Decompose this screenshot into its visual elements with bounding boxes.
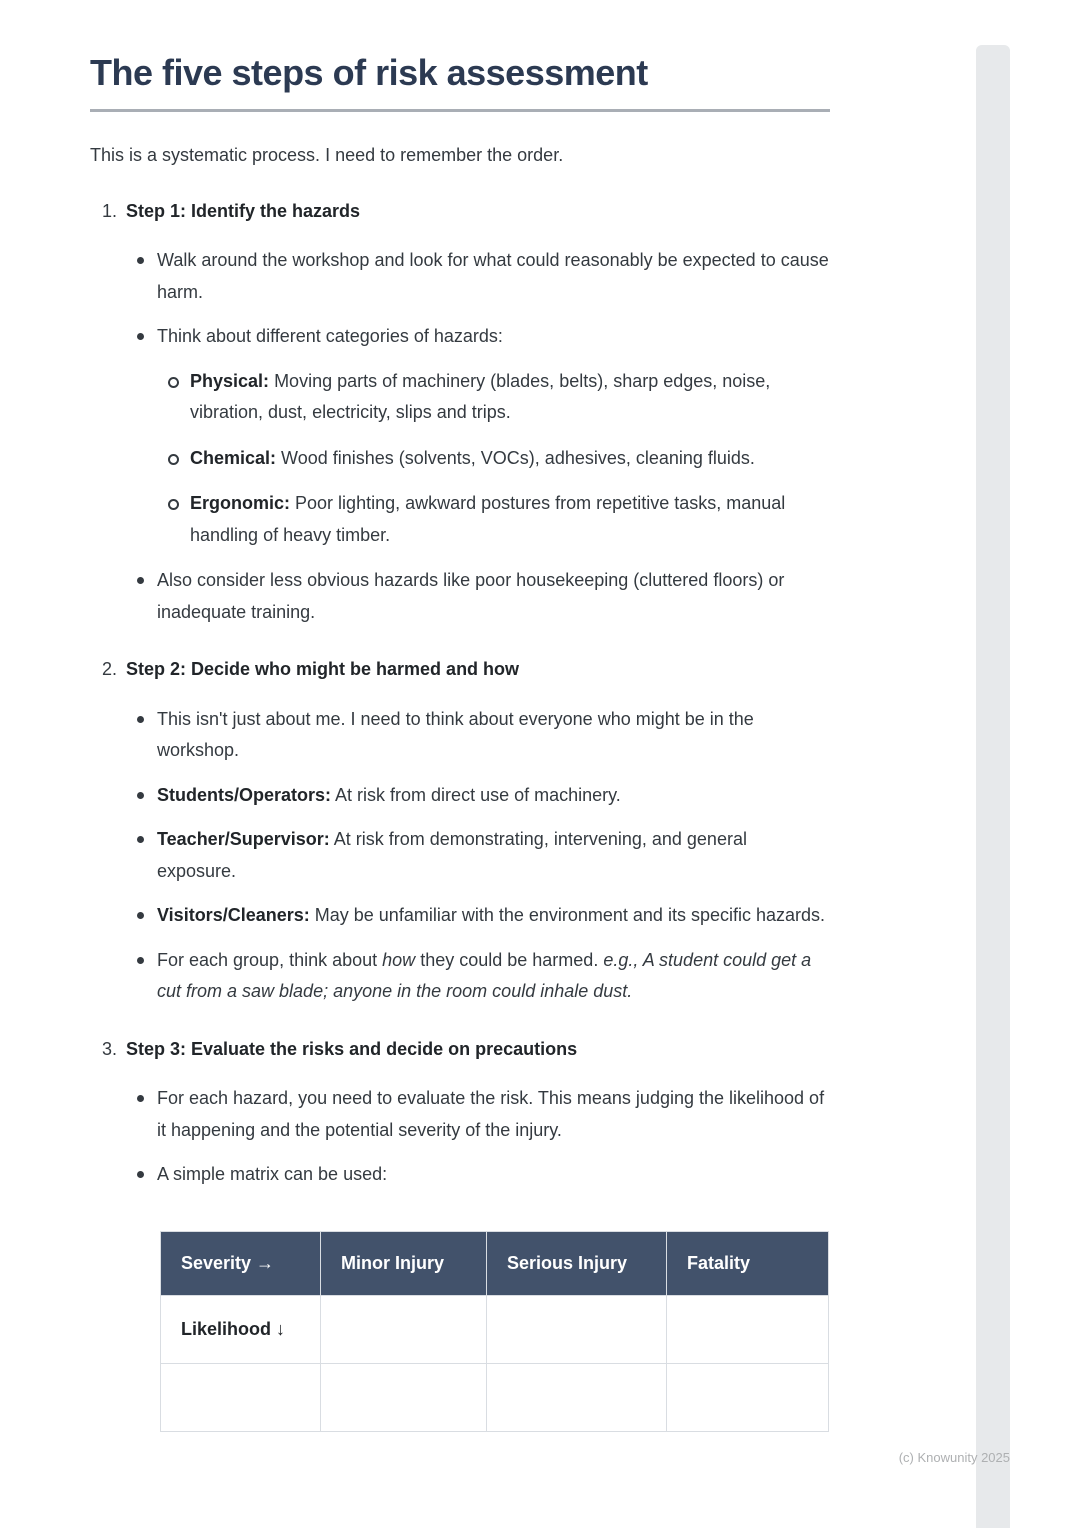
bullet-text-italic: how bbox=[382, 949, 416, 970]
sub-bullet-item bbox=[90, 366, 830, 429]
bullet-item bbox=[90, 780, 830, 812]
bullet-text: Moving parts of machinery (blades, belts), sharp edges, noise, vibration, dust, electricity, slips and trips. bbox=[190, 370, 771, 422]
sub-bullet-item bbox=[90, 443, 830, 475]
bullet-text: Wood finishes (solvents, VOCs), adhesives, cleaning fluids. bbox=[281, 447, 755, 468]
table-row bbox=[161, 1363, 829, 1431]
bullet-label: Teacher/Supervisor: bbox=[157, 829, 330, 849]
table-cell bbox=[667, 1363, 829, 1431]
step-title: Step 1: Identify the hazards bbox=[126, 200, 361, 221]
bullet-text: May be unfamiliar with the environment and its specific hazards. bbox=[314, 905, 826, 925]
bullet-item bbox=[90, 824, 830, 887]
step-item-2 bbox=[90, 654, 830, 1008]
bullet-item bbox=[90, 945, 830, 1008]
step-number: 2. bbox=[102, 659, 118, 679]
step-2-heading bbox=[102, 654, 830, 686]
step-2-body bbox=[90, 704, 830, 1008]
matrix-rowhead-likelihood: Likelihood ↓ bbox=[161, 1295, 321, 1363]
bullet-label: Chemical: bbox=[190, 447, 277, 468]
document-content bbox=[90, 52, 830, 1432]
bullet-label: Ergonomic: bbox=[190, 493, 291, 513]
step-list bbox=[90, 196, 830, 1191]
bullet-label: Students/Operators: bbox=[157, 784, 332, 805]
table-cell bbox=[321, 1363, 487, 1431]
table-header-row bbox=[161, 1231, 829, 1295]
bullet-text: At risk from demonstrating, intervening, and general exposure. bbox=[157, 829, 747, 881]
table-row bbox=[161, 1295, 829, 1363]
matrix-header-fatality: Fatality bbox=[667, 1231, 829, 1295]
matrix-header-minor-injury: Minor Injury bbox=[321, 1231, 487, 1295]
bullet-text-italic: e.g., A student could get a cut from a saw blade; anyone in the room could inhale dust. bbox=[157, 949, 812, 1001]
bullet-item: Also consider less obvious hazards like poor housekeeping (cluttered floors) or inadequate training. bbox=[90, 565, 830, 628]
bullet-item: A simple matrix can be used: bbox=[90, 1159, 830, 1191]
bullet-label: Physical: bbox=[190, 370, 270, 391]
risk-matrix-table bbox=[160, 1231, 829, 1432]
table-cell bbox=[321, 1295, 487, 1363]
bullet-item: This isn't just about me. I need to think about everyone who might be in the workshop. bbox=[90, 704, 830, 767]
bullet-item: Walk around the workshop and look for what could reasonably be expected to cause harm. bbox=[90, 245, 830, 308]
bullet-text: For each group, think about bbox=[157, 949, 378, 970]
step-3-body bbox=[90, 1083, 830, 1191]
matrix-header-severity: Severity → bbox=[161, 1231, 321, 1295]
page-title: The five steps of risk assessment bbox=[90, 52, 648, 93]
intro-paragraph: This is a systematic process. I need to remember the order. bbox=[90, 145, 564, 165]
bullet-text: At risk from direct use of machinery. bbox=[335, 784, 621, 805]
step-1-heading bbox=[102, 196, 830, 228]
table-cell bbox=[161, 1363, 321, 1431]
title-divider bbox=[90, 109, 830, 112]
footer-credit: (c) Knowunity 2025 bbox=[898, 1450, 1010, 1465]
sub-bullet-item bbox=[90, 488, 830, 551]
table-cell bbox=[487, 1295, 667, 1363]
bullet-label: Visitors/Cleaners: bbox=[157, 905, 310, 925]
bullet-item: Think about different categories of hazards: bbox=[90, 321, 830, 353]
bullet-item bbox=[90, 900, 830, 932]
step-item-3 bbox=[90, 1034, 830, 1191]
step-number: 1. bbox=[102, 200, 118, 221]
bullet-item: For each hazard, you need to evaluate the risk. This means judging the likelihood of it happening and the potential severity of the injury. bbox=[90, 1083, 830, 1146]
step-number: 3. bbox=[102, 1038, 118, 1059]
table-cell bbox=[487, 1363, 667, 1431]
matrix-header-serious-injury: Serious Injury bbox=[487, 1231, 667, 1295]
step-1-body bbox=[90, 245, 830, 628]
bullet-text: they could be harmed. bbox=[420, 949, 599, 970]
bullet-text: Poor lighting, awkward postures from repetitive tasks, manual handling of heavy timber. bbox=[190, 493, 786, 545]
table-cell bbox=[667, 1295, 829, 1363]
step-3-heading bbox=[102, 1034, 830, 1066]
step-title: Step 2: Decide who might be harmed and how bbox=[126, 659, 520, 679]
scrollbar-track[interactable] bbox=[976, 45, 1010, 1528]
step-title: Step 3: Evaluate the risks and decide on precautions bbox=[126, 1038, 578, 1059]
scrollbar-thumb[interactable] bbox=[976, 45, 1010, 1528]
step-item-1 bbox=[90, 196, 830, 629]
